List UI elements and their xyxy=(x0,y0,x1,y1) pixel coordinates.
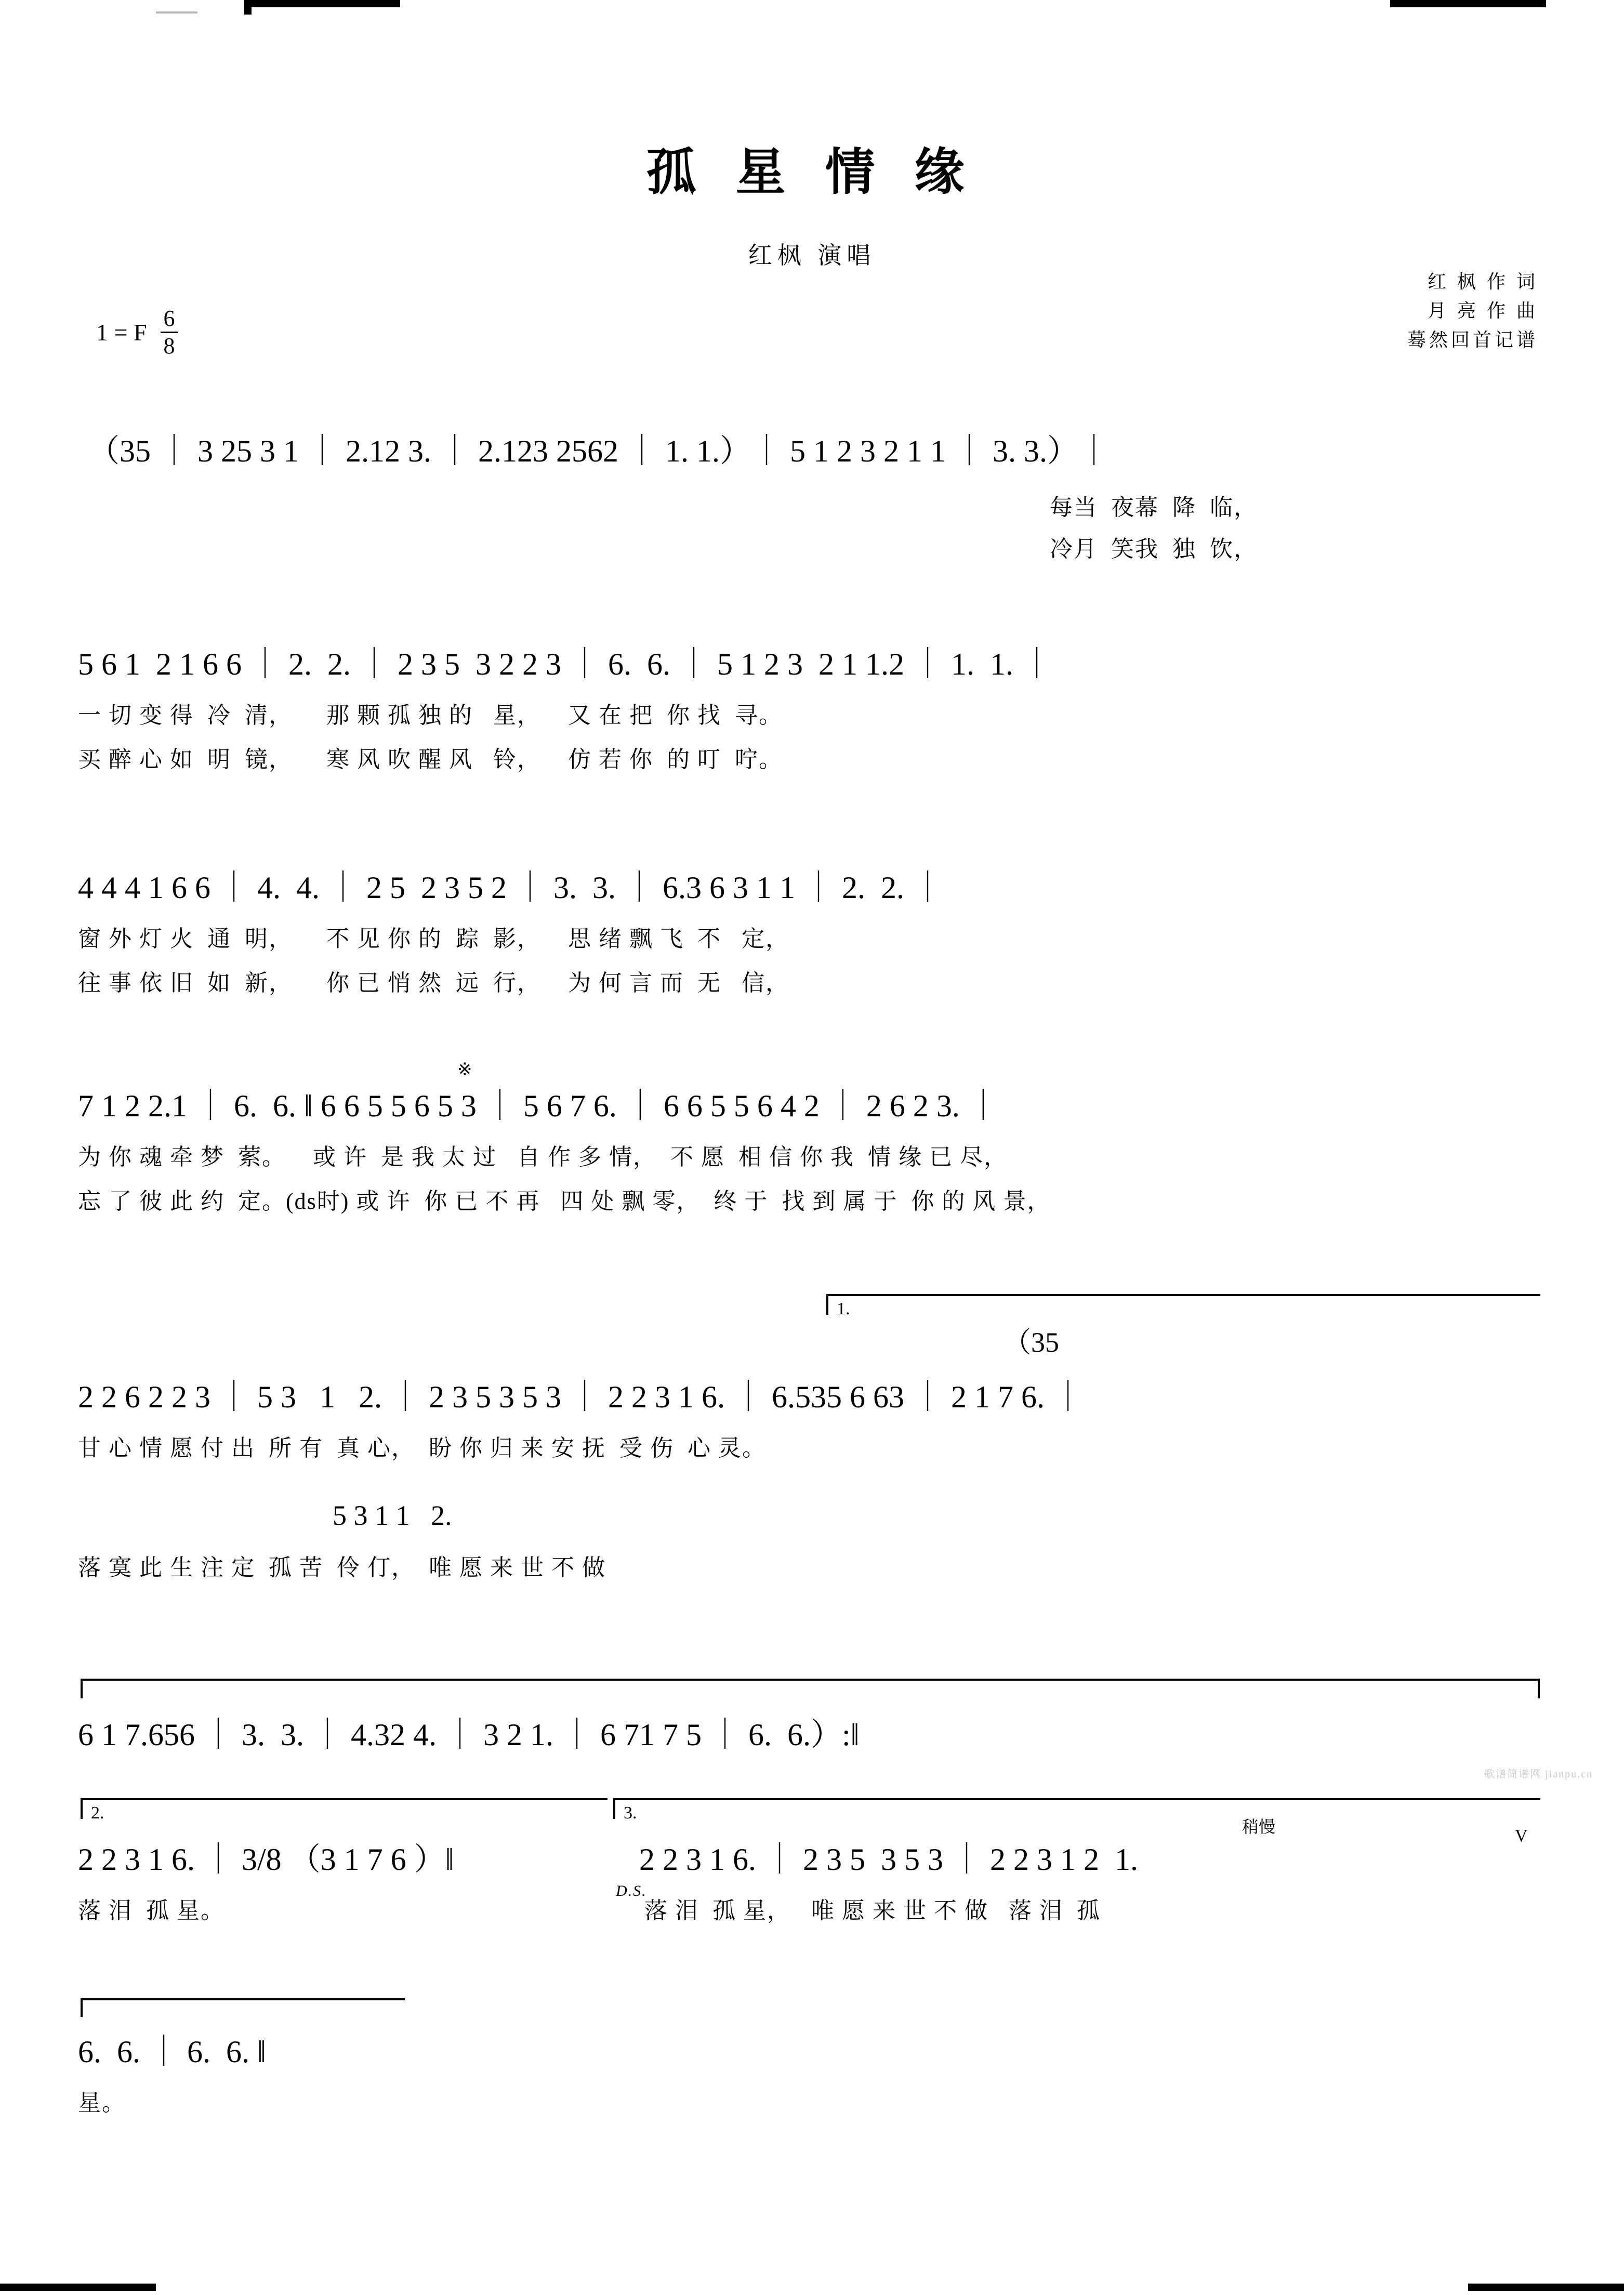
lyric-line-2a: 一 切 变 得 冷 清， 那 颗 孤 独 的 星， 又 在 把 你 找 寻。 xyxy=(78,703,783,728)
key-label: 1 = F xyxy=(96,319,147,346)
lyric-line-4a: 为 你 魂 牵 梦 萦。 或 许 是 我 太 过 自 作 多 情， 不 愿 相 信 你 我 情 缘 已 尽， xyxy=(78,1144,1008,1170)
third-ending-bracket xyxy=(613,1798,1540,1819)
credits-block xyxy=(1407,268,1538,354)
tempo-marking: 稍慢 xyxy=(1242,1817,1276,1836)
notation-line-4: 7 1 2 2.1 ｜ 6. 6. ‖ 6 6 5 5 6 5 3 ｜ 5 6 7 6. ｜ 6 6 5 5 6 4 2 ｜ 2 6 2 3. ｜ xyxy=(78,1089,999,1123)
composer-credit: 月 亮 作 曲 xyxy=(1427,300,1538,321)
corner-mark-top-left-vertical xyxy=(244,0,252,15)
corner-mark-top-left xyxy=(244,0,400,7)
segno-mark: ※ xyxy=(457,1060,472,1079)
notation-line-2: 5 6 1 2 1 6 6 ｜ 2. 2. ｜ 2 3 5 3 2 2 3 ｜ 6. 6. ｜ 5 1 2 3 2 1 1.2 ｜ 1. 1. ｜ xyxy=(78,647,1052,681)
lyric-line-2b: 买 醉 心 如 明 镜， 寒 风 吹 醒 风 铃， 仿 若 你 的 叮 咛。 xyxy=(78,747,783,772)
lyric-line-5: 甘 心 情 愿 付 出 所 有 真 心， 盼 你 归 来 安 抚 受 伤 心 灵。 xyxy=(78,1435,766,1461)
pickup-notes-bracketed: （35 xyxy=(1003,1327,1059,1358)
lyric-line-5-alt: 落 寞 此 生 注 定 孤 苦 伶 仃， 唯 愿 来 世 不 做 xyxy=(78,1555,606,1580)
corner-mark-bottom-left xyxy=(0,2284,156,2291)
performer-subtitle: 红枫 演唱 xyxy=(748,242,876,269)
ds-marking: D.S. xyxy=(616,1882,647,1900)
lyric-line-4b: 忘 了 彼 此 约 定。(ds时) 或 许 你 已 不 再 四 处 飘 零， 终 于 找 到 属 于 你 的 风 景， xyxy=(78,1189,1051,1214)
notation-line-3: 4 4 4 1 6 6 ｜ 4. 4. ｜ 2 5 2 3 5 2 ｜ 3. 3. ｜ 6.3 6 3 1 1 ｜ 2. 2. ｜ xyxy=(78,870,943,905)
repeat-span-bracket xyxy=(81,1679,1540,1698)
third-ending-label: 3. xyxy=(624,1803,637,1823)
transcriber-credit: 蓦然回首记谱 xyxy=(1407,329,1538,350)
final-phrase-bracket xyxy=(81,1998,405,2017)
corner-mark-bottom-right xyxy=(1468,2284,1624,2291)
second-ending-bracket xyxy=(81,1798,608,1819)
notation-line-5-alt: 5 3 1 1 2. xyxy=(333,1500,452,1531)
dash-mark xyxy=(156,11,197,14)
notation-line-8: 6. 6. ｜ 6. 6. ‖ xyxy=(78,2035,266,2069)
lyric-line-8: 星。 xyxy=(78,2090,126,2116)
lyric-line-3b: 往 事 依 旧 如 新， 你 已 悄 然 远 行， 为 何 言 而 无 信， xyxy=(78,970,789,996)
key-signature xyxy=(96,307,178,358)
time-signature-denominator: 8 xyxy=(163,333,175,359)
notation-line-1: （35 ｜ 3 25 3 1 ｜ 2.12 3. ｜ 2.123 2562 ｜ 1. 1.）｜ 5 1 2 3 2 1 1 ｜ 3. 3.）｜ xyxy=(88,434,1110,468)
page-title: 孤 星 情 缘 xyxy=(646,144,978,200)
watermark: 歌谱简谱网 jianpu.cn xyxy=(1484,1769,1593,1780)
lyric-line-1b: 冷月 笑我 独 饮， xyxy=(1050,536,1258,562)
time-signature xyxy=(161,307,178,358)
first-ending-label: 1. xyxy=(837,1299,850,1318)
notation-line-7b: 2 2 3 1 6. ｜ 2 3 5 3 5 3 ｜ 2 2 3 1 2 1. xyxy=(639,1842,1138,1877)
notation-line-5: 2 2 6 2 2 3 ｜ 5 3 1 2. ｜ 2 3 5 3 5 3 ｜ 2 2 3 1 6. ｜ 6.535 6 63 ｜ 2 1 7 6. ｜ xyxy=(78,1380,1084,1414)
lyricist-credit: 红 枫 作 词 xyxy=(1427,271,1538,292)
second-ending-label: 2. xyxy=(91,1803,104,1823)
vmark-symbol: V xyxy=(1515,1826,1528,1845)
time-signature-numerator: 6 xyxy=(161,307,178,333)
lyric-line-1a: 每当 夜幕 降 临， xyxy=(1050,495,1258,520)
lyric-line-7b: 落 泪 孤 星， 唯 愿 来 世 不 做 落 泪 孤 xyxy=(644,1898,1101,1923)
lyric-line-7a: 落 泪 孤 星。 xyxy=(78,1898,225,1923)
notation-line-7a: 2 2 3 1 6. ｜ 3/8 （3 1 7 6 ）‖ xyxy=(78,1842,454,1877)
first-ending-bracket xyxy=(826,1294,1540,1315)
notation-line-6: 6 1 7.656 ｜ 3. 3. ｜ 4.32 4. ｜ 3 2 1. ｜ 6 71 7 5 ｜ 6. 6.）:‖ xyxy=(78,1718,860,1752)
corner-mark-top-right xyxy=(1390,0,1546,7)
lyric-line-3a: 窗 外 灯 火 通 明， 不 见 你 的 踪 影， 思 绪 飘 飞 不 定， xyxy=(78,926,789,952)
